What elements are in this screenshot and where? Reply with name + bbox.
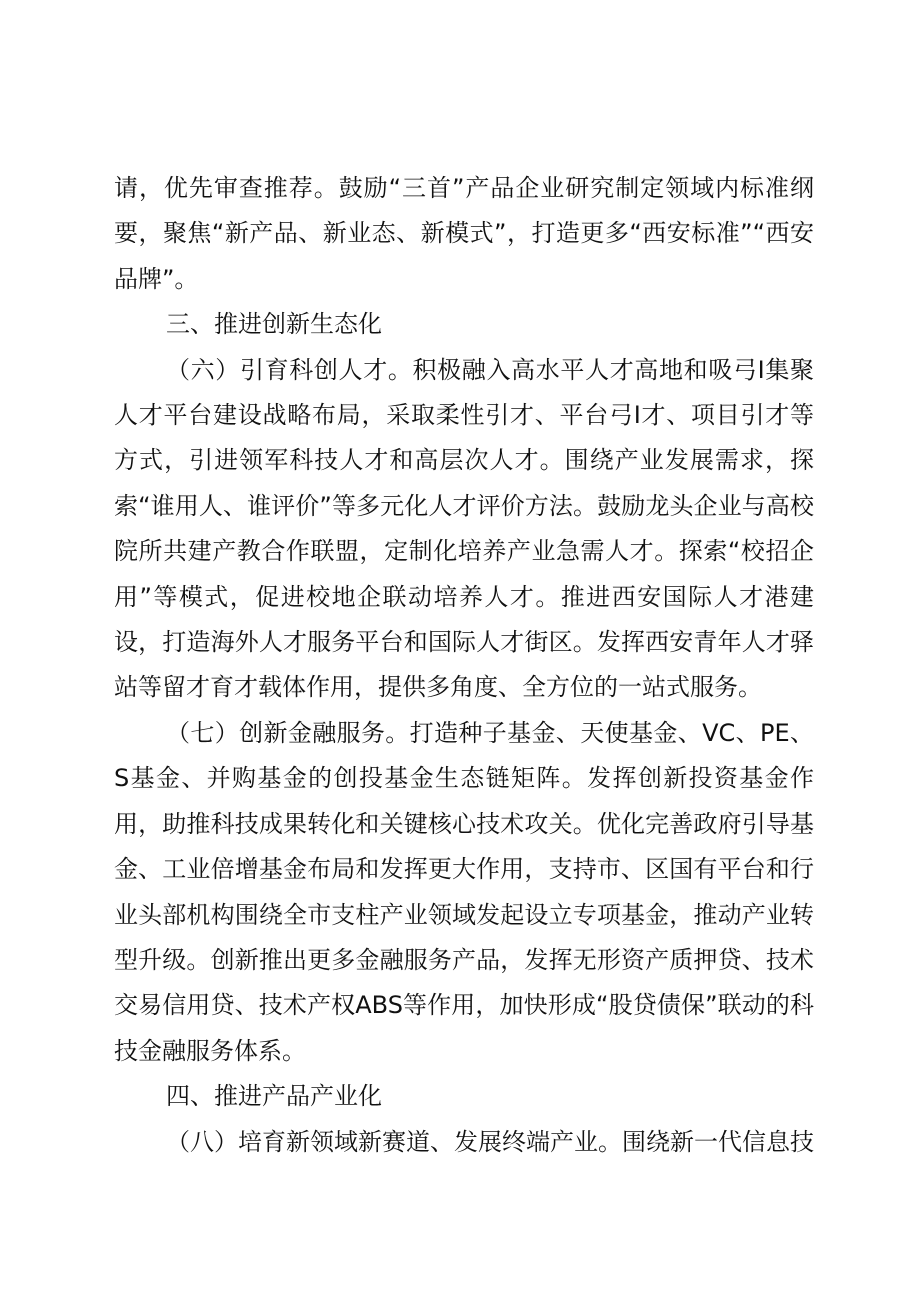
paragraph-finance: （七）创新金融服务。打造种子基金、天使基金、VC、PE、S基金、并购基金的创投基金生态链矩阵。发挥创新投资基金作用，助推科技成果转化和关键核心技术攻关。优化完善政府引导基金、工业倍增基金布局和发挥更大作用，支持市、区国有平台和行业头部机构围绕全市支柱产业领域发起设立专项基金，推动产业转型升级。创新推出更多金融服务产品，发挥无形资产质押贷、技术交易信用贷、技术产权ABS等作用，加快形成“股贷债保”联动的科技金融服务体系。 bbox=[114, 718, 814, 1065]
paragraph-continuation: 请，优先审查推荐。鼓励“三首”产品企业研究制定领域内标准纲要，聚焦“新产品、新业态、新模式”，打造更多“西安标准”“西安品牌”。 bbox=[114, 174, 814, 293]
document-body bbox=[114, 166, 814, 1165]
section-heading-4: 四、推进产品产业化 bbox=[166, 1082, 382, 1111]
paragraph-industry: （八）培育新领域新赛道、发展终端产业。围绕新一代信息技 bbox=[166, 1127, 814, 1156]
paragraph-talent: （六）引育科创人才。积极融入高水平人才高地和吸弓I集聚人才平台建设战略布局，采取柔性引才、平台弓I才、项目引才等方式，引进领军科技人才和高层次人才。围绕产业发展需求，探索“谁用人、谁评价”等多元化人才评价方法。鼓励龙头企业与高校院所共建产教合作联盟，定制化培养产业急需人才。探索“校招企用”等模式，促进校地企联动培养人才。推进西安国际人才港建设，打造海外人才服务平台和国际人才街区。发挥西安青年人才驿站等留才育才载体作用，提供多角度、全方位的一站式服务。 bbox=[114, 355, 814, 702]
section-heading-3: 三、推进创新生态化 bbox=[166, 310, 382, 339]
